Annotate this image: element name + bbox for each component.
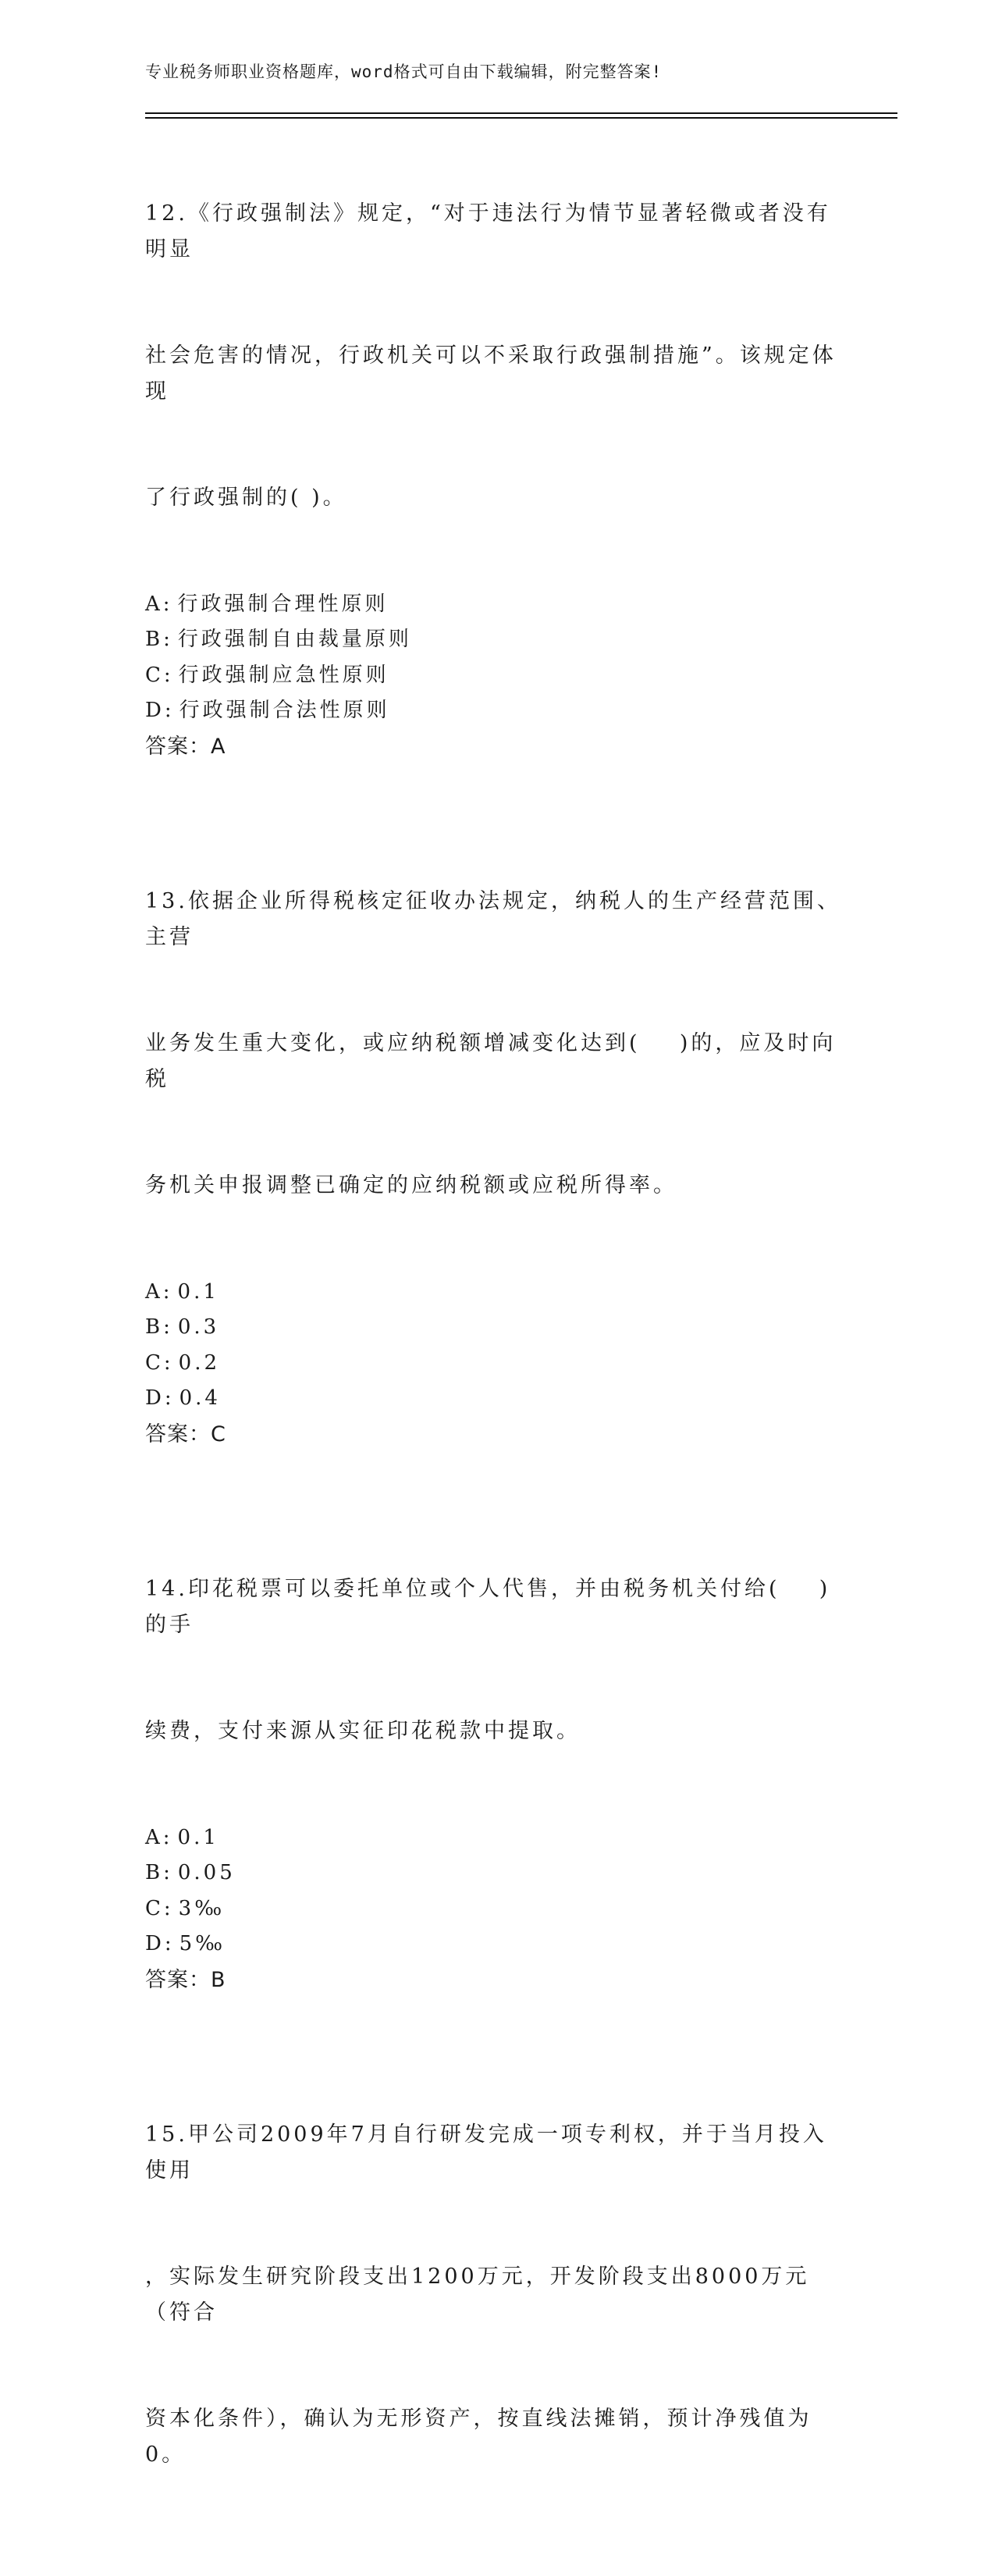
option-text: 5‰ xyxy=(179,1932,226,1955)
option-letter: A: xyxy=(145,592,173,616)
question-list xyxy=(145,125,848,2576)
option-letter: D: xyxy=(145,1386,175,1410)
question-stem xyxy=(145,2046,848,2543)
option-b xyxy=(145,622,848,658)
option-text: 行政强制应急性原则 xyxy=(178,663,389,687)
header-rule-bottom xyxy=(145,117,897,119)
answer-label: 答案：B xyxy=(145,1967,226,1992)
option-text: 行政强制自由裁量原则 xyxy=(177,628,412,651)
option-b xyxy=(145,1310,848,1346)
stem-line: 12.《行政强制法》规定，“对于违法行为情节显著轻微或者没有明显 xyxy=(145,201,831,262)
option-letter: B: xyxy=(145,1315,173,1339)
option-letter: D: xyxy=(145,1932,175,1955)
option-letter: D: xyxy=(145,699,175,722)
option-text: 3‰ xyxy=(178,1896,226,1920)
answer-label: 答案：C xyxy=(145,1421,226,1446)
option-d xyxy=(145,693,848,729)
option-letter: A: xyxy=(145,1825,173,1849)
option-letter: C: xyxy=(145,1350,174,1375)
stem-line: 续费，支付来源从实征印花税款中提取。 xyxy=(145,1719,581,1743)
question-15 xyxy=(145,2046,848,2543)
page-header: 专业税务师职业资格题库，word格式可自由下载编辑，附完整答案! xyxy=(145,62,663,81)
option-text: 0.2 xyxy=(178,1350,221,1375)
option-b xyxy=(145,1856,848,1891)
option-text: 0.1 xyxy=(177,1279,219,1304)
option-d xyxy=(145,1927,848,1962)
question-stem xyxy=(145,125,848,587)
stem-line: ，实际发生研究阶段支出1200万元，开发阶段支出8000万元（符合 xyxy=(145,2265,810,2325)
stem-line: 业务发生重大变化，或应纳税额增减变化达到( )的，应及时向税 xyxy=(145,1031,837,1091)
option-c xyxy=(145,658,848,694)
question-stem xyxy=(145,1500,848,1820)
option-d xyxy=(145,1381,848,1417)
option-a xyxy=(145,587,848,623)
option-letter: A: xyxy=(145,1279,173,1304)
option-c xyxy=(145,1891,848,1927)
stem-line: 13.依据企业所得税核定征收办法规定，纳税人的生产经营范围、主营 xyxy=(145,889,841,949)
option-text: 行政强制合法性原则 xyxy=(179,699,390,722)
stem-line: 15.甲公司2009年7月自行研发完成一项专利权，并于当月投入使用 xyxy=(145,2122,827,2183)
stem-line: 了行政强制的( )。 xyxy=(145,486,347,510)
option-text: 0.05 xyxy=(177,1861,236,1884)
question-stem xyxy=(145,813,848,1275)
option-c xyxy=(145,1346,848,1382)
option-a xyxy=(145,1275,848,1311)
stem-line: 14.印花税票可以委托单位或个人代售，并由税务机关付给( )的手 xyxy=(145,1577,831,1637)
stem-line: 资本化条件），确认为无形资产，按直线法摊销，预计净残值为0。 xyxy=(145,2407,812,2467)
option-text: 0.4 xyxy=(179,1386,221,1410)
header-rule-top xyxy=(145,112,897,114)
question-12 xyxy=(145,125,848,764)
option-letter: C: xyxy=(145,1896,174,1920)
stem-line: 务机关申报调整已确定的应纳税额或应税所得率。 xyxy=(145,1173,677,1197)
question-14 xyxy=(145,1500,848,1998)
option-letter: B: xyxy=(145,628,173,651)
stem-line: 社会危害的情况，行政机关可以不采取行政强制措施”。该规定体现 xyxy=(145,343,837,404)
option-letter: C: xyxy=(145,663,174,687)
option-letter: B: xyxy=(145,1861,173,1884)
option-a xyxy=(145,1820,848,1856)
question-13 xyxy=(145,813,848,1452)
answer-label: 答案：A xyxy=(145,734,226,759)
option-text: 行政强制合理性原则 xyxy=(177,592,389,616)
option-text: 0.3 xyxy=(177,1315,220,1339)
option-text: 0.1 xyxy=(177,1825,219,1849)
